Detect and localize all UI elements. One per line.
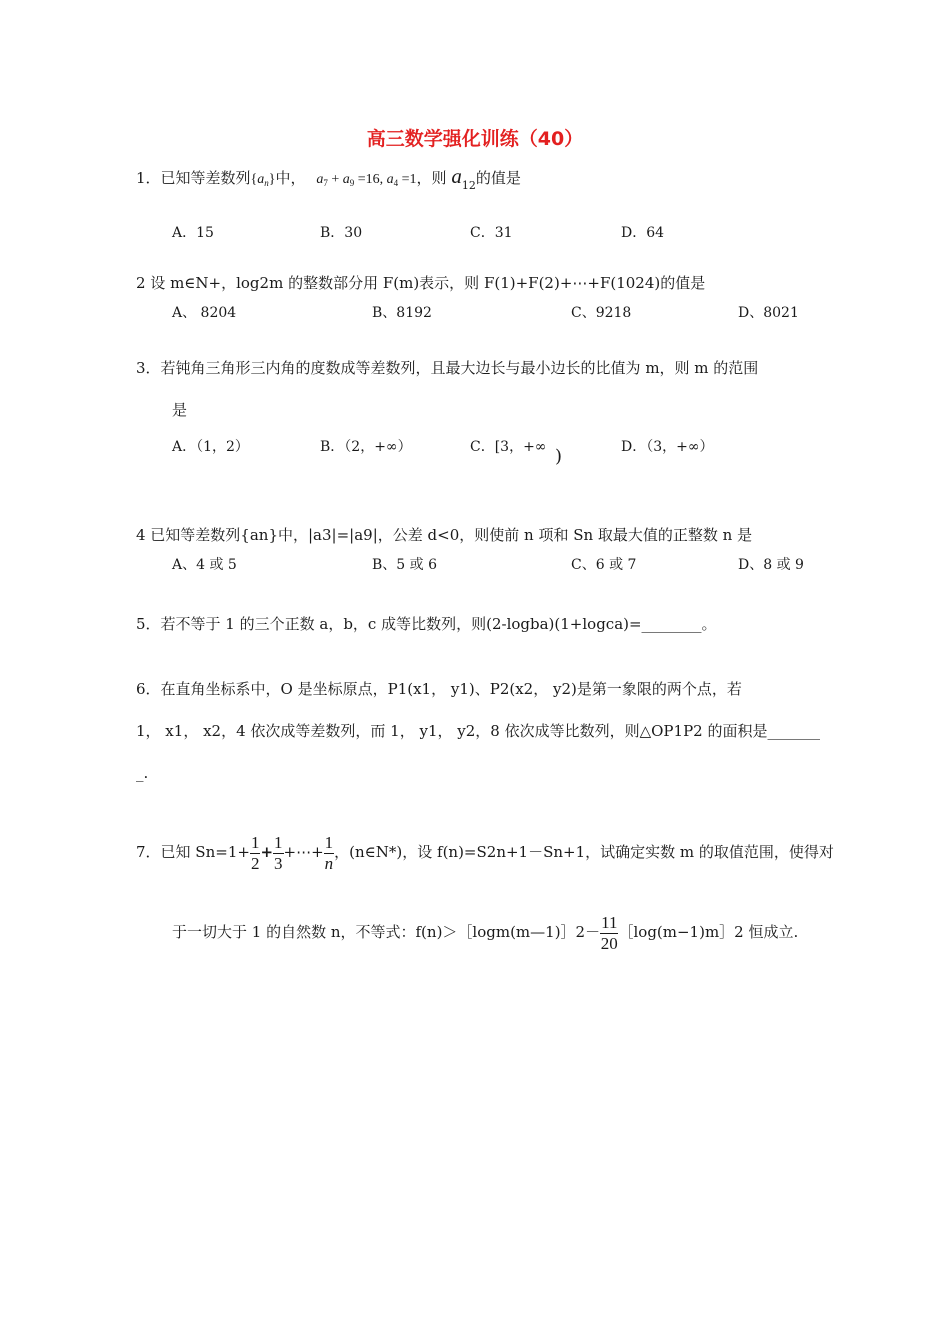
q2-option-c: C、9218 — [571, 305, 632, 321]
question-1 — [136, 166, 521, 190]
q7-fraction-3: $\frac{1}{n}$ — [324, 832, 334, 873]
page-title: 高三数学强化训练（40） — [366, 128, 584, 150]
question-3-line-1: 3．若钝角三角形三内角的度数成等差数列，且最大边长与最小边长的比值为 m，则 m 的范围 — [136, 359, 759, 377]
question-6-line-3: _. — [136, 764, 149, 782]
q1-after: ，则 — [416, 169, 447, 187]
question-6-line-2: 1， x1， x2，4 依次成等差数列，而 1， y1， y2，8 依次成等比数列，则△OP1P2 的面积是_______ — [136, 722, 820, 740]
q7-line2-a: 于一切大于 1 的自然数 n，不等式：f(n)＞［logm(m—1)］2－ — [172, 923, 601, 941]
question-7-line-1: 7．已知 Sn=1+ $\frac{1}{2}$ + $\frac{1}{3}$ +⋯+ $\frac{1}{n}$ ，(n∈N*)，设 f(n)=S2n+1－Sn+1，试确定实数 m 的取值范围，使得对 — [136, 832, 834, 873]
q1-target: $a_{12}$ — [451, 164, 476, 192]
question-2: 2 设 m∈N+，log2m 的整数部分用 F(m)表示，则 F(1)+F(2)+⋯+F(1024)的值是 — [136, 274, 706, 292]
q4-option-b: B、5 或 6 — [372, 557, 438, 573]
q3-option-c: C．[3，+∞ — [470, 439, 547, 455]
q1-option-a: A．15 — [172, 225, 214, 241]
q3-option-d: D．（3，+∞） — [621, 439, 714, 455]
q4-option-c: C、6 或 7 — [571, 557, 637, 573]
q3-option-c-close-paren: ) — [555, 446, 563, 467]
question-7-line-2 — [172, 912, 798, 954]
q1-mid: 中， — [275, 169, 306, 187]
question-4: 4 已知等差数列{an}中，|a3|=|a9|，公差 d<0，则使前 n 项和 Sn 取最大值的正整数 n 是 — [136, 526, 753, 544]
q1-option-c: C．31 — [470, 225, 513, 241]
q1-sequence: $\{a_n\}$ — [250, 172, 276, 188]
q2-option-a: A、 8204 — [172, 305, 237, 321]
q7-fraction-11-20: $\frac{11}{20}$ — [600, 912, 618, 953]
q1-suffix: 的值是 — [475, 169, 521, 187]
q7-condition: ，(n∈N*)，设 f(n)=S2n+1－Sn+1，试确定实数 m 的取值范围，使得对 — [334, 843, 834, 861]
question-5: 5．若不等于 1 的三个正数 a，b，c 成等比数列，则(2-logba)(1+logca)=________。 — [136, 615, 717, 633]
q1-option-b: B．30 — [320, 225, 363, 241]
q7-line2-b: ［log(m−1)m］2 恒成立. — [618, 923, 799, 941]
q7-prefix: 7．已知 Sn=1+ — [136, 843, 250, 861]
q1-option-d: D．64 — [621, 225, 665, 241]
question-3-line-2: 是 — [172, 401, 188, 419]
q3-option-a: A．（1，2） — [172, 439, 249, 455]
q1-condition: $a_7 + a_9 =16$, $a_4 =1$ — [316, 172, 417, 188]
q7-fraction-1: $\frac{1}{2}$ — [250, 832, 260, 873]
q1-prefix: 1．已知等差数列 — [136, 169, 251, 187]
q3-option-b: B．（2，+∞） — [320, 439, 412, 455]
q4-option-a: A、4 或 5 — [172, 557, 237, 573]
question-6-line-1: 6．在直角坐标系中，O 是坐标原点，P1(x1， y1)、P2(x2， y2)是第一象限的两个点，若 — [136, 680, 742, 698]
q2-option-d: D、8021 — [738, 305, 799, 321]
q4-option-d: D、8 或 9 — [738, 557, 804, 573]
q2-option-b: B、8192 — [372, 305, 432, 321]
q7-fraction-2: $\frac{1}{3}$ — [274, 832, 283, 873]
